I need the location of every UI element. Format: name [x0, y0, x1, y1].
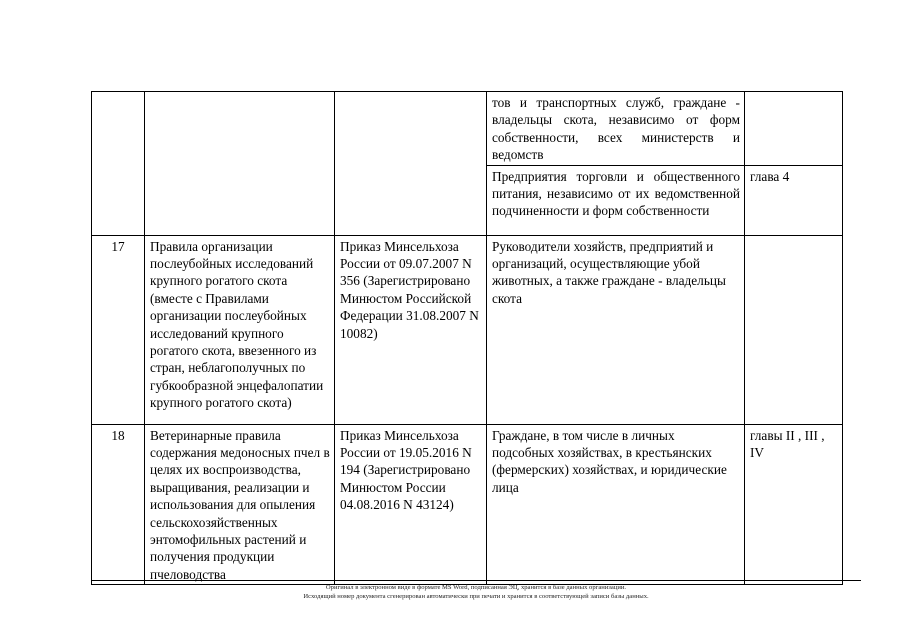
- footer-divider: [91, 580, 861, 581]
- table-row: [92, 235, 843, 424]
- sections-cell: [745, 92, 843, 166]
- legal-act-cell: [335, 92, 487, 236]
- subjects-cell: Граждане, в том числе в личных подсобных хозяйствах, в крестьянских (фермерских) хозяйствах, и юридические лица: [487, 424, 745, 585]
- document-title-cell: [145, 92, 335, 236]
- legal-act-cell: Приказ Минсельхоза России от 09.07.2007 N 356 (Зарегистрировано Минюстом Российской Федерации 31.08.2007 N 10082): [335, 235, 487, 424]
- table-row: [92, 92, 843, 166]
- sections-cell: главы II , III , IV: [745, 424, 843, 585]
- document-table: [91, 91, 843, 585]
- sections-cell: глава 4: [745, 165, 843, 235]
- row-number-cell: 18: [92, 424, 145, 585]
- subjects-cell: Предприятия торговли и общественного питания, независимо от их ведомственной подчиненности и форм собственности: [487, 165, 745, 235]
- document-title-cell: Правила организации послеубойных исследований крупного рогатого скота (вместе с Правилами организации послеубойных исследований крупного рогатого скота, ввезенного из стран, неблагополучных по губкообразной энцефалопатии крупного рогатого скота): [145, 235, 335, 424]
- sections-cell: [745, 235, 843, 424]
- legal-act-cell: Приказ Минсельхоза России от 19.05.2016 N 194 (Зарегистрировано Минюстом России 04.08.2016 N 43124): [335, 424, 487, 585]
- document-title-cell: Ветеринарные правила содержания медоносных пчел в целях их воспроизводства, выращивания, реализации и использования для опыления сельскохозяйственных энтомофильных растений и получения продукции пчеловодства: [145, 424, 335, 585]
- row-number-cell: 17: [92, 235, 145, 424]
- subjects-cell: тов и транспортных служб, граждане - владельцы скота, независимо от форм собственности, всех министерств и ведомств: [487, 92, 745, 166]
- table-row: [92, 424, 843, 585]
- subjects-cell: Руководители хозяйств, предприятий и организаций, осуществляющие убой животных, а также граждане - владельцы скота: [487, 235, 745, 424]
- footer-line-1: Оригинал в электронном виде в формате MS Word, подписанная ЭЦ, хранится в базе данных организации.: [325, 584, 627, 591]
- row-number-cell: [92, 92, 145, 236]
- page-footer: [91, 583, 861, 601]
- footer-line-2: Исходящий номер документа сгенерирован автоматически при печати и хранится в соответствующей записи базы данных.: [303, 593, 649, 600]
